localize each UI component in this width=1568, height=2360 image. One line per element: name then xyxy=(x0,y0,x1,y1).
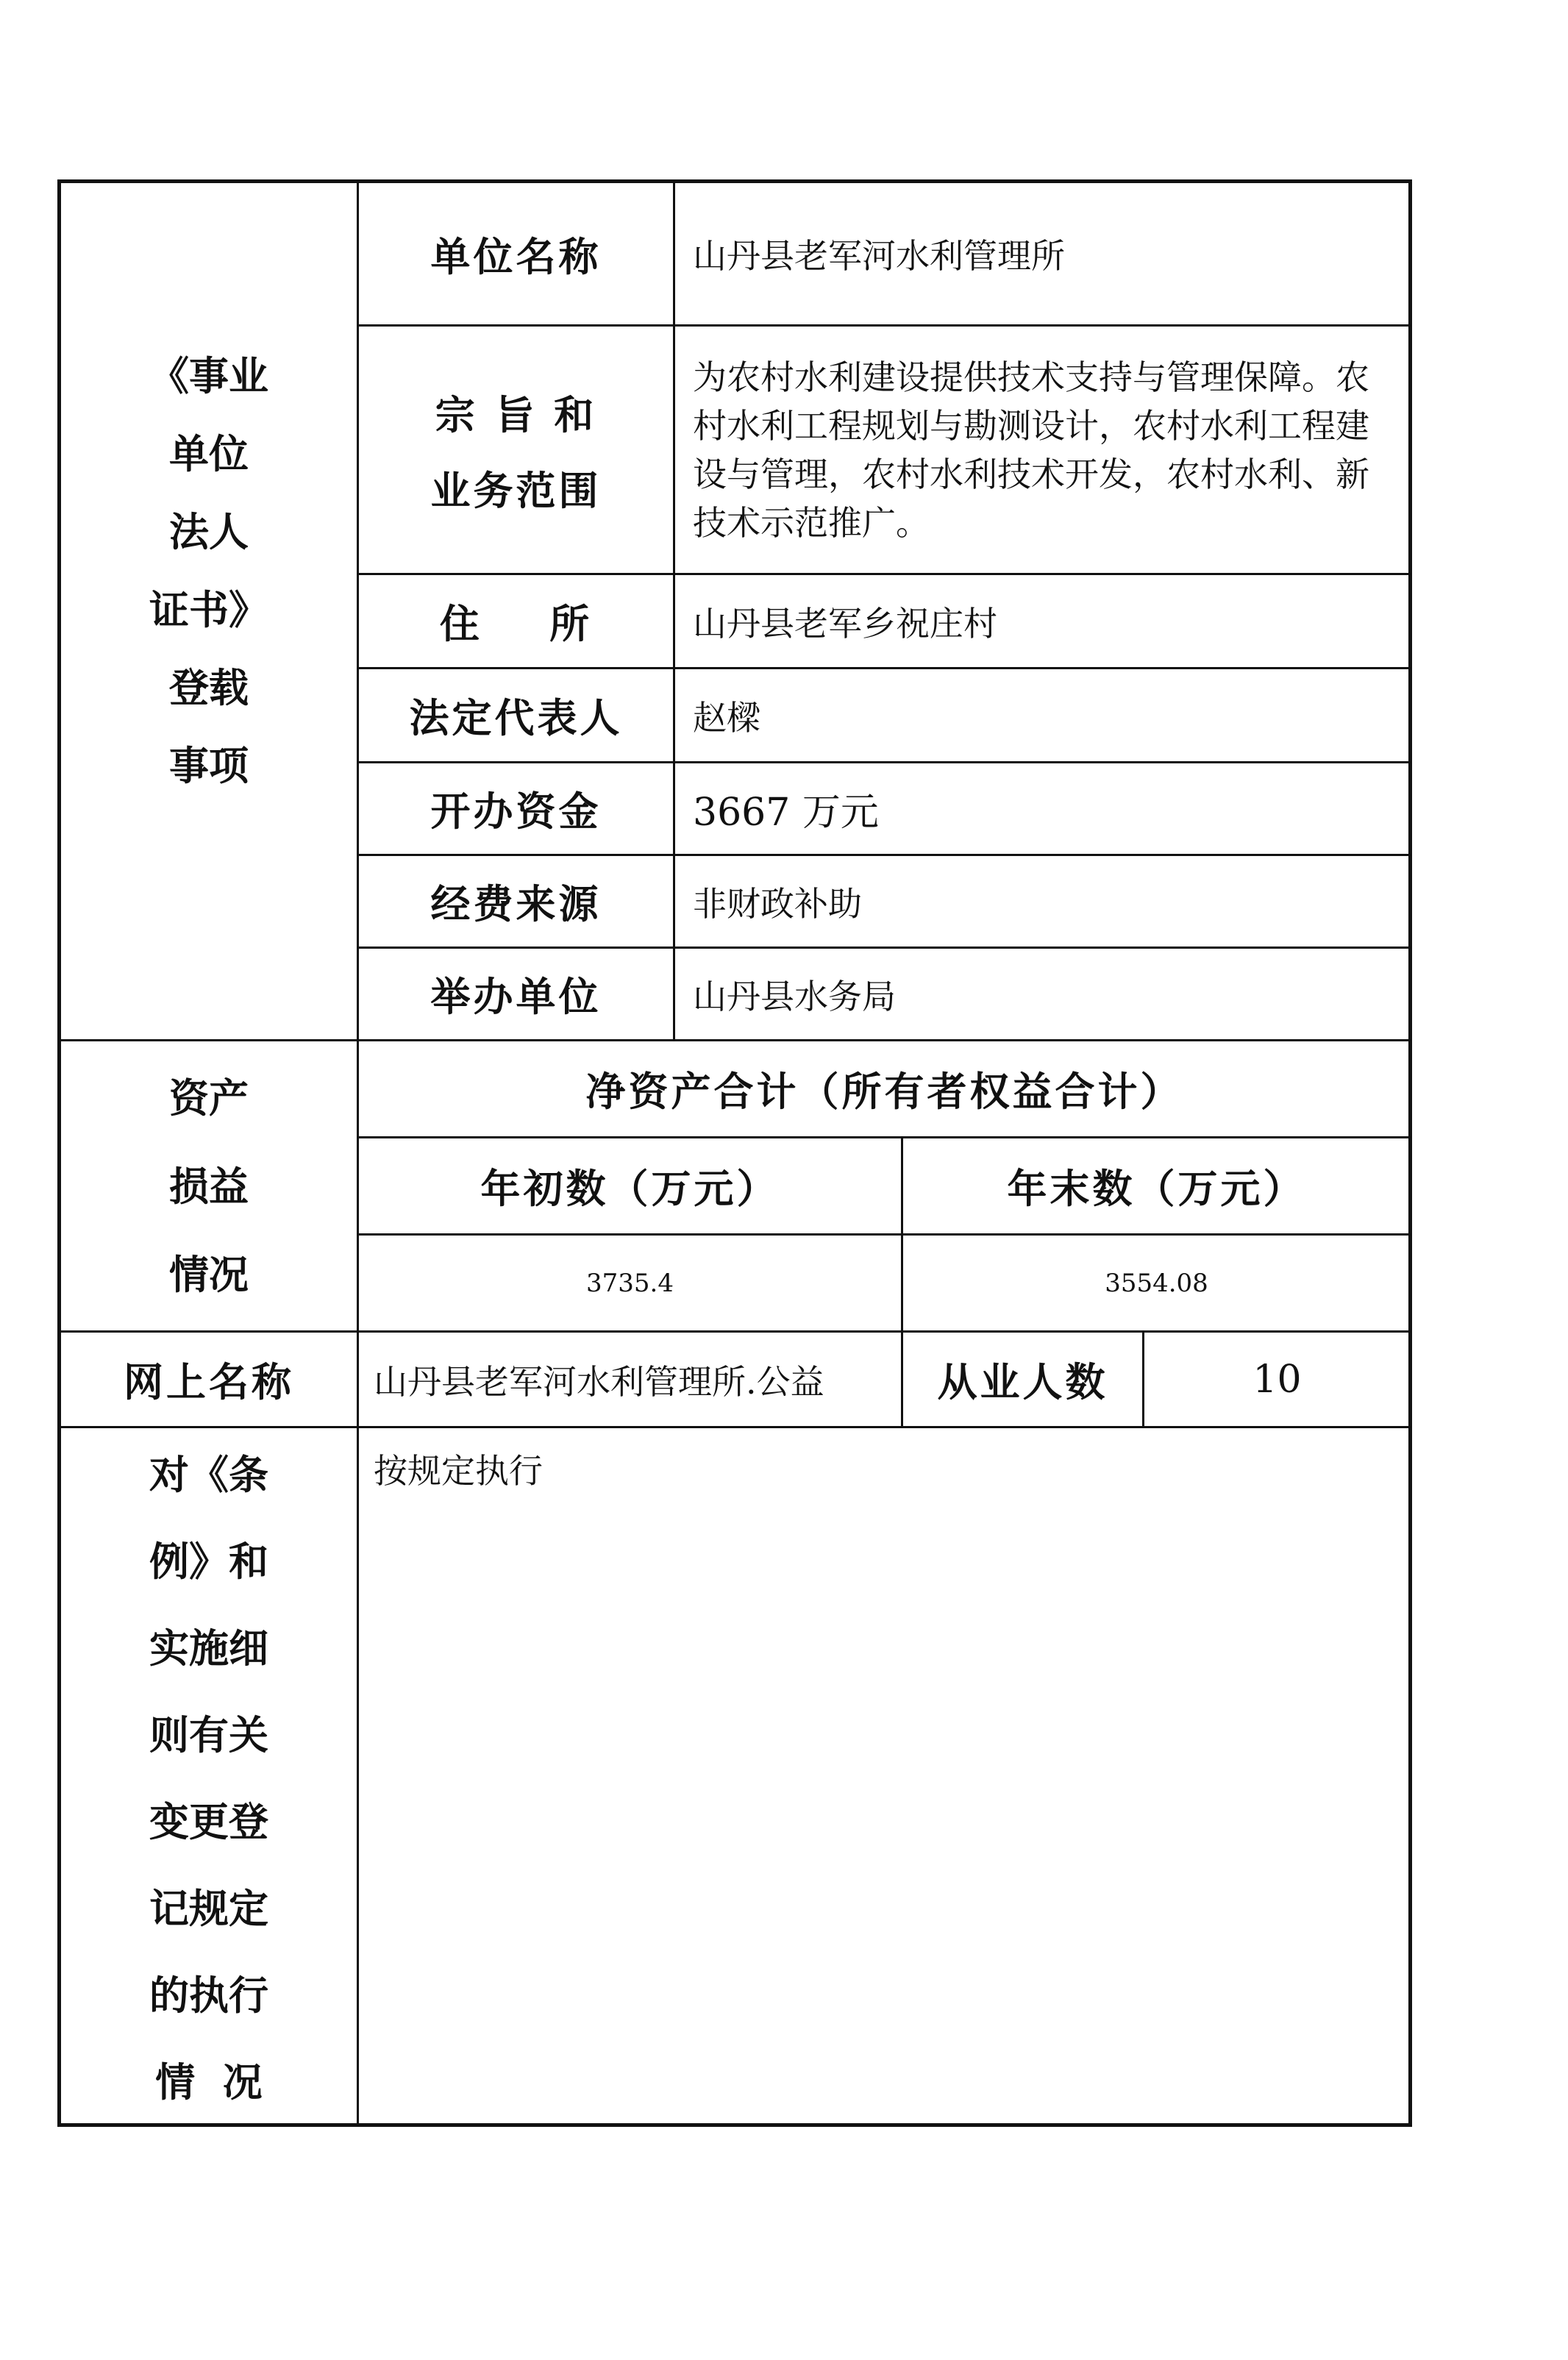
end-value: 3554.08 xyxy=(1105,1268,1208,1298)
regulations-label: 对《条 例》和 实施细 则有关 变更登 记规定 的执行 情 况 xyxy=(149,1451,268,2106)
purpose-value: 为农村水利建设提供技术支持与管理保障。农村水利工程规划与勘测设计，农村水利工程建设与管理，农村水利技术开发，农村水利、新技术示范推广。 xyxy=(693,357,1369,543)
address-label: 住 所 xyxy=(439,600,593,647)
begin-label: 年初数（万元） xyxy=(480,1165,780,1212)
registration-items-label: 《事业 单位 法人 证书》 登载 事项 xyxy=(149,352,268,789)
legal-rep-value: 赵樑 xyxy=(693,697,760,738)
unit-name-value: 山丹县老军河水利管理所 xyxy=(693,236,1065,276)
end-label: 年末数（万元） xyxy=(1007,1165,1306,1212)
net-assets-header: 净资产合计（所有者权益合计） xyxy=(585,1068,1183,1115)
unit-name-label: 单位名称 xyxy=(430,232,602,280)
sponsor-value: 山丹县水务局 xyxy=(693,976,896,1016)
sponsor-label: 举办单位 xyxy=(430,973,602,1020)
execution-value: 按规定执行 xyxy=(374,1451,543,1491)
registration-form xyxy=(57,179,1412,2127)
capital-value: 3667 万元 xyxy=(693,791,879,835)
online-name-value: 山丹县老军河水利管理所.公益 xyxy=(374,1361,824,1402)
staff-value: 10 xyxy=(1252,1357,1302,1402)
online-name-label: 网上名称 xyxy=(124,1358,294,1405)
capital-label: 开办资金 xyxy=(430,788,602,835)
legal-rep-label: 法定代表人 xyxy=(409,694,623,741)
funding-label: 经费来源 xyxy=(430,880,602,927)
assets-label: 资产 损益 情况 xyxy=(169,1074,249,1298)
staff-label: 从业人数 xyxy=(937,1358,1108,1405)
begin-value: 3735.4 xyxy=(586,1268,674,1298)
funding-value: 非财政补助 xyxy=(693,883,862,924)
address-value: 山丹县老军乡祝庄村 xyxy=(693,603,997,644)
purpose-label: 宗 旨 和 业务范围 xyxy=(430,391,602,514)
